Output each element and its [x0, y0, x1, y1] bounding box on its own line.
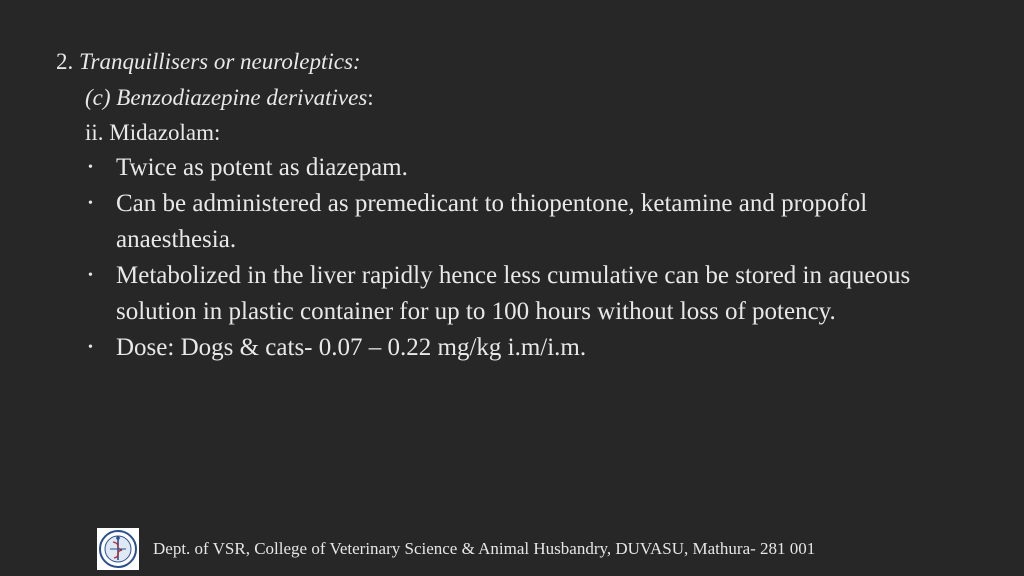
drug-title: ii. Midazolam:	[85, 120, 221, 145]
subsection-colon: :	[367, 85, 374, 110]
bullet-item	[86, 150, 976, 186]
bullet-item	[86, 258, 976, 330]
bullet-dot-icon: •	[88, 196, 93, 211]
footer	[97, 527, 815, 571]
bullet-list	[86, 150, 976, 366]
bullet-text: Can be administered as premedicant to thiopentone, ketamine and propofol anaesthesia.	[116, 190, 868, 253]
bullet-text: Metabolized in the liver rapidly hence less cumulative can be stored in aqueous solution in plastic container for up to 100 hours without loss of potency.	[116, 262, 911, 325]
footer-text: Dept. of VSR, College of Veterinary Science & Animal Husbandry, DUVASU, Mathura- 281 001	[153, 539, 816, 558]
subsection-heading	[85, 82, 374, 114]
bullet-item	[86, 186, 976, 258]
bullet-dot-icon: •	[88, 160, 93, 175]
section-title: Tranquillisers or neuroleptics:	[79, 49, 361, 74]
section-number: 2.	[56, 49, 74, 74]
subsection-title: (c) Benzodiazepine derivatives	[85, 85, 368, 110]
bullet-item	[86, 330, 976, 366]
bullet-dot-icon: •	[88, 268, 93, 283]
bullet-text: Twice as potent as diazepam.	[116, 154, 408, 181]
bullet-text: Dose: Dogs & cats- 0.07 – 0.22 mg/kg i.m/i.m.	[116, 334, 587, 361]
section-heading	[56, 46, 361, 78]
bullet-dot-icon: •	[88, 340, 93, 355]
university-emblem-icon	[97, 528, 139, 570]
